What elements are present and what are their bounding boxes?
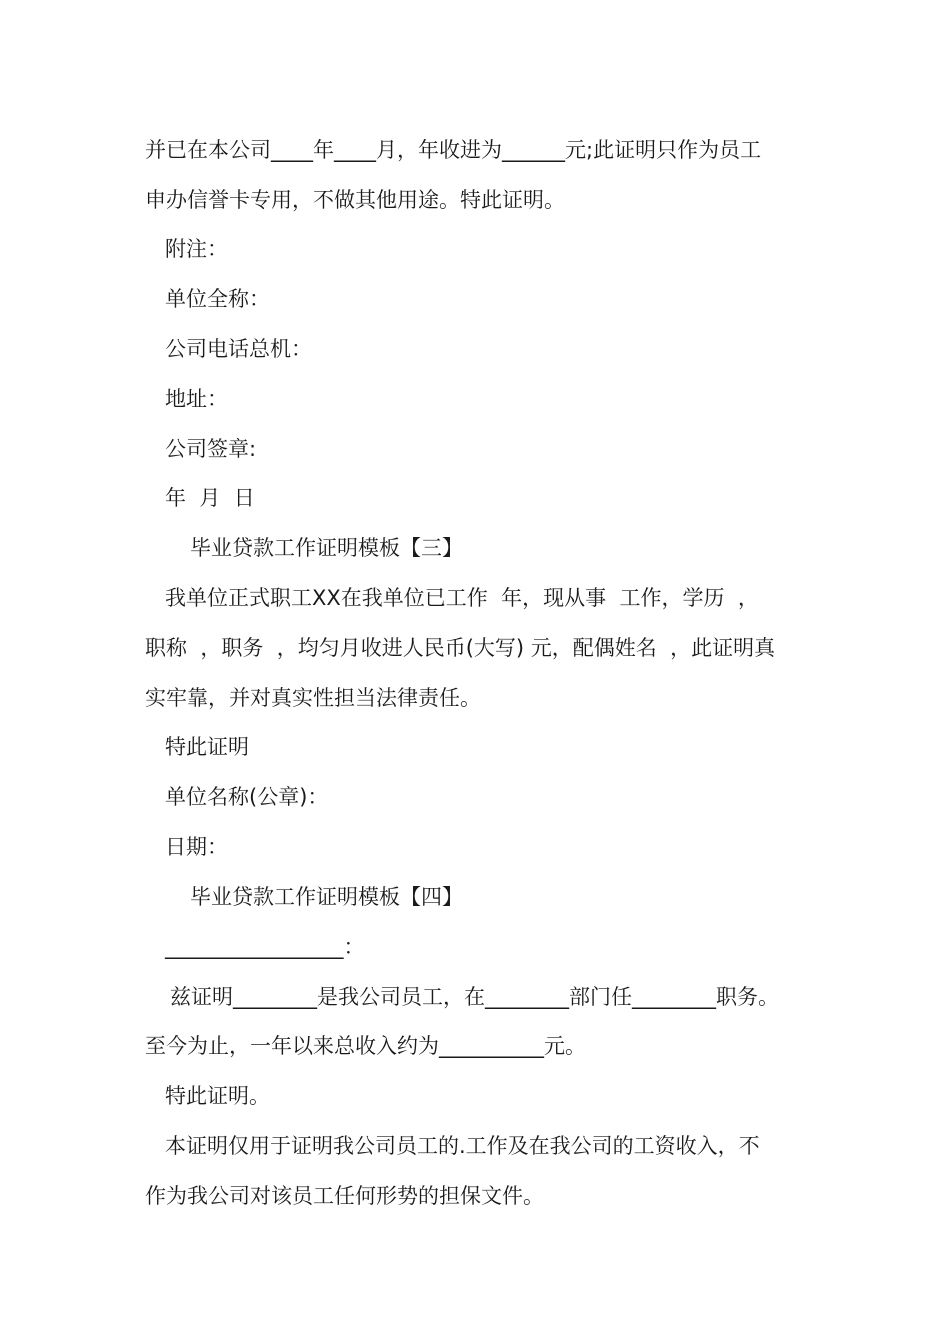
date-line: 年 月 日 — [165, 486, 255, 510]
date-label: 日期： — [165, 835, 228, 859]
paragraph-line: 职称 ，职务 ，均匀月收进人民币(大写) 元，配偶姓名 ，此证明真 — [145, 636, 776, 660]
unit-name-seal-label: 单位名称(公章)： — [165, 785, 329, 809]
note-label: 附注： — [165, 237, 228, 261]
paragraph-line: 至今为止，一年以来总收入约为__________元。 — [145, 1034, 586, 1058]
address-label: 地址： — [165, 387, 228, 411]
paragraph-line: 本证明仅用于证明我公司员工的.工作及在我公司的工资收入，不 — [165, 1134, 760, 1158]
paragraph-line: 并已在本公司____年____月，年收进为______元;此证明只作为员工 — [145, 138, 762, 162]
paragraph-line: 实牢靠，并对真实性担当法律责任。 — [145, 686, 481, 710]
section-heading-four: 毕业贷款工作证明模板【四】 — [190, 885, 463, 909]
company-seal-label: 公司签章: — [165, 437, 257, 461]
paragraph-line: 我单位正式职工XX在我单位已工作 年，现从事 工作，学历 ， — [165, 586, 759, 610]
paragraph-line: 作为我公司对该员工任何形势的担保文件。 — [145, 1184, 544, 1208]
paragraph-line: 兹证明________是我公司员工，在________部门任________职务。 — [170, 985, 779, 1009]
addressee-blank: _________________： — [165, 935, 365, 959]
company-phone-label: 公司电话总机： — [165, 337, 312, 361]
certification-text: 特此证明。 — [165, 1084, 270, 1108]
section-heading-three: 毕业贷款工作证明模板【三】 — [190, 536, 463, 560]
paragraph-line: 申办信誉卡专用，不做其他用途。特此证明。 — [145, 188, 565, 212]
certification-text: 特此证明 — [165, 735, 249, 759]
company-name-label: 单位全称： — [165, 287, 270, 311]
